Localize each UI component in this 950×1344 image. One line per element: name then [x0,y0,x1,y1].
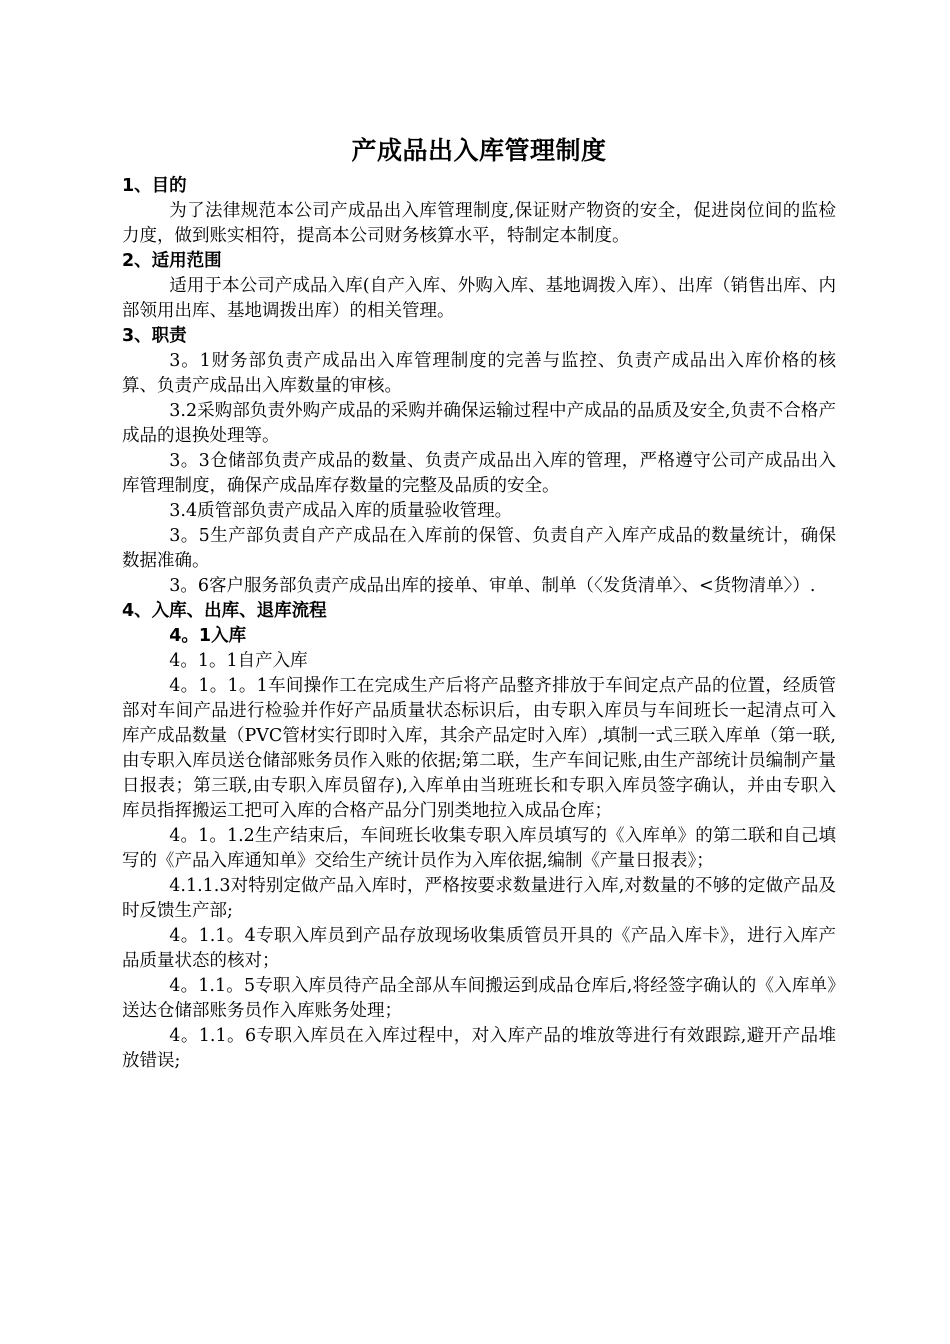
paragraph: 4。1。1。1车间操作工在完成生产后将产品整齐排放于车间定点产品的位置，经质管部对车间产品进行检验并作好产品质量状态标识后，由专职入库员与车间班长一起清点可入库产成品数量（PVC管材实行即时入库，其余产品定时入库）,填制一式三联入库单（第一联,由专职入库员送仓储部账务员作入账的依据;第二联，生产车间记账,由生产部统计员编制产量日报表；第三联,由专职入库员留存),入库单由当班班长和专职入库员签字确认，并由专职入库员指挥搬运工把可入库的合格产品分门别类地拉入成品仓库； [122,676,836,821]
subsection-heading-self-production: 4。1。1自产入库 [169,651,308,671]
paragraph: 为了法律规范本公司产成品出入库管理制度,保证财产物资的安全，促进岗位间的监检力度，做到账实相符，提高本公司财务核算水平，特制定本制度。 [122,201,836,246]
paragraph: 3.4质管部负责产成品入库的质量验收管理。 [169,501,513,521]
document-title: 产成品出入库管理制度 [351,136,607,165]
paragraph: 3.2采购部负责外购产成品的采购并确保运输过程中产成品的品质及安全,负责不合格产成品的退换处理等。 [122,401,836,446]
paragraph: 3。6客户服务部负责产成品出库的接单、审单、制单（〈发货清单〉、<货物清单〉）. [169,576,816,596]
paragraph: 4.1.1.3对特别定做产品入库时，严格按要求数量进行入库,对数量的不够的定做产品及时反馈生产部; [122,876,836,921]
paragraph: 4。1.1。5专职入库员待产品全部从车间搬运到成品仓库后,将经签字确认的《入库单》送达仓储部账务员作入库账务处理； [122,976,836,1021]
section-heading-process: 4、入库、出库、退库流程 [122,601,327,621]
document-page [122,128,836,1074]
paragraph: 适用于本公司产成品入库(自产入库、外购入库、基地调拨入库）、出库（销售出库、内部领用出库、基地调拨出库）的相关管理。 [122,276,836,321]
paragraph: 3。3仓储部负责产成品的数量、负责产成品出入库的管理，严格遵守公司产成品出入库管理制度，确保产成品库存数量的完整及品质的安全。 [122,451,836,496]
section-heading-scope: 2、适用范围 [122,251,222,271]
paragraph: 4。1.1。4专职入库员到产品存放现场收集质管员开具的《产品入库卡》，进行入库产品质量状态的核对； [122,926,836,971]
paragraph: 4。1.1。6专职入库员在入库过程中，对入库产品的堆放等进行有效跟踪,避开产品堆放错误; [122,1026,836,1071]
paragraph: 3。5生产部负责自产产成品在入库前的保管、负责自产入库产成品的数量统计，确保数据准确。 [122,526,836,571]
section-heading-responsibilities: 3、职责 [122,326,187,346]
paragraph: 3。1财务部负责产成品出入库管理制度的完善与监控、负责产成品出入库价格的核算、负责产成品出入库数量的审核。 [122,351,836,396]
subsection-heading-inbound: 4。1入库 [169,626,247,646]
section-heading-purpose: 1、目的 [122,176,187,196]
paragraph: 4。1。1.2生产结束后，车间班长收集专职入库员填写的《入库单》的第二联和自己填写的《产品入库通知单》交给生产统计员作为入库依据,编制《产量日报表》； [122,826,836,871]
